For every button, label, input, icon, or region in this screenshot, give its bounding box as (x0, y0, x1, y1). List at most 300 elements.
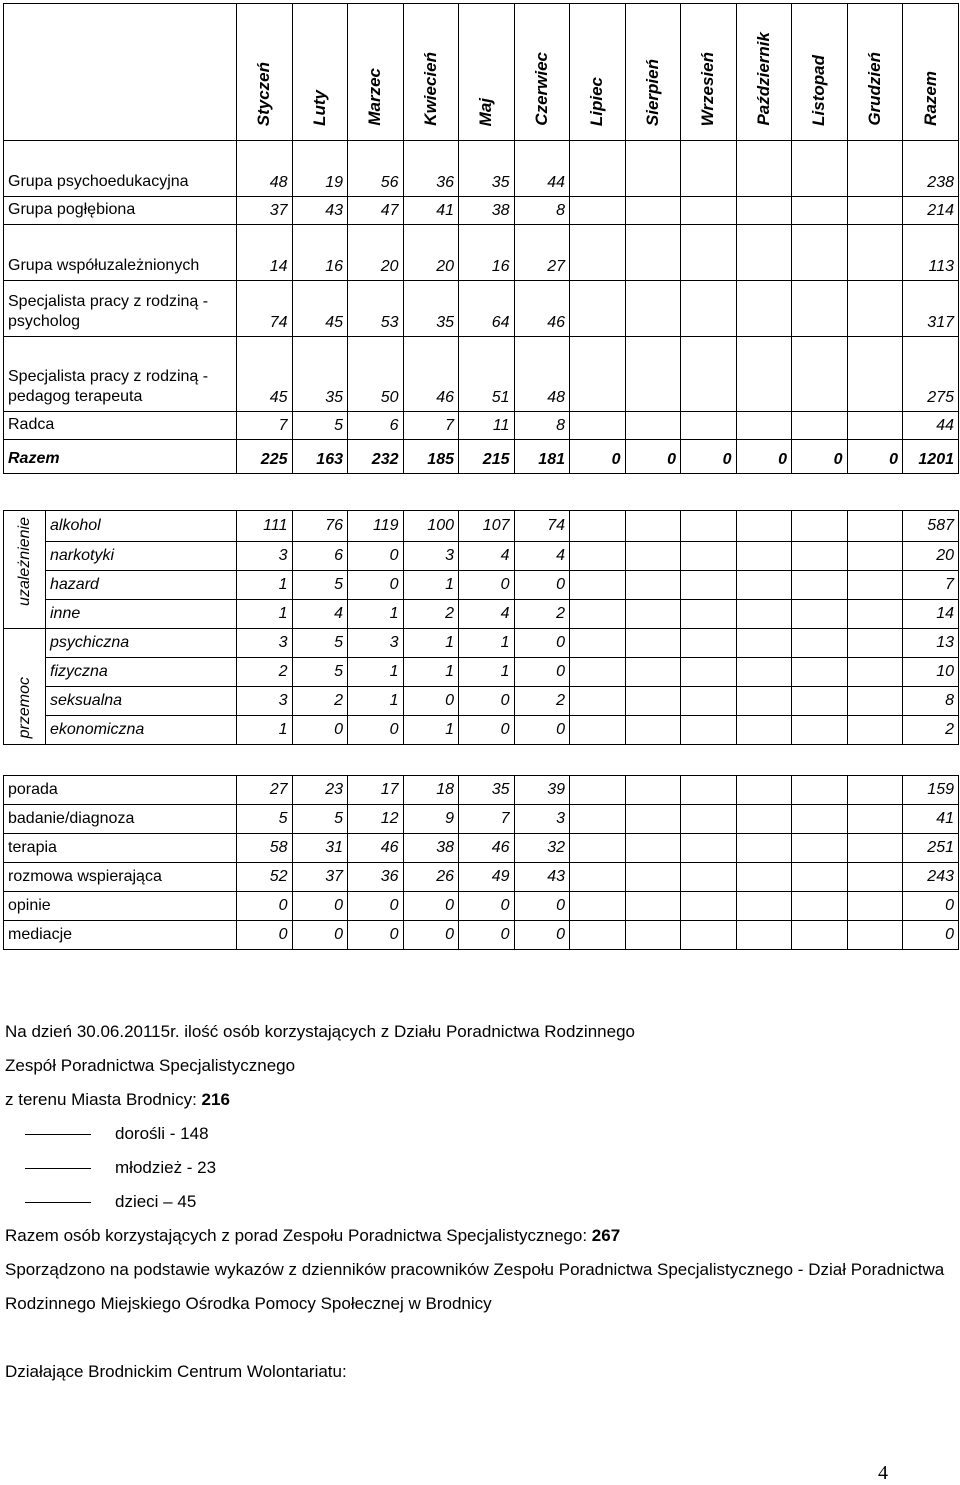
cell-value (792, 197, 848, 225)
row-label: Specjalista pracy z rodziną - pedagog terapeuta (4, 337, 237, 412)
empty-cell (625, 542, 681, 571)
row-total: 317 (903, 281, 959, 337)
cell-value: 7 (403, 412, 459, 440)
empty-cell (625, 805, 681, 834)
empty-cell (625, 687, 681, 716)
cell-value (681, 141, 737, 197)
empty-cell (570, 921, 626, 950)
month-label: Październik (753, 32, 773, 126)
empty-cell (847, 600, 903, 629)
cell-value: 185 (403, 440, 459, 474)
cell-value: 0 (348, 571, 404, 600)
empty-cell (792, 921, 848, 950)
cell-value: 16 (459, 225, 515, 281)
cell-value: 0 (292, 921, 348, 950)
note-line-3: z terenu Miasta Brodnicy: 216 (5, 1090, 230, 1109)
cell-value: 50 (348, 337, 404, 412)
cell-value (736, 141, 792, 197)
month-header (292, 4, 348, 141)
cell-value: 43 (292, 197, 348, 225)
row-total: 8 (903, 687, 959, 716)
cell-value (847, 337, 903, 412)
row-total: 214 (903, 197, 959, 225)
cell-value: 51 (459, 337, 515, 412)
cell-value (681, 281, 737, 337)
table-row (4, 511, 959, 542)
empty-cell (736, 571, 792, 600)
month-label: Marzec (365, 68, 385, 126)
cell-value: 14 (237, 225, 293, 281)
empty-cell (847, 921, 903, 950)
header-empty-cell (4, 4, 237, 141)
cell-value: 0 (348, 921, 404, 950)
row-total: 13 (903, 629, 959, 658)
cell-value: 3 (237, 542, 293, 571)
cell-value: 7 (237, 412, 293, 440)
empty-cell (681, 921, 737, 950)
cell-value: 8 (514, 412, 570, 440)
table-row (4, 600, 959, 629)
cell-value: 18 (403, 776, 459, 805)
month-header (403, 4, 459, 141)
group-label-cell (4, 511, 46, 629)
cell-value: 3 (514, 805, 570, 834)
cell-value: 5 (292, 629, 348, 658)
month-header (681, 4, 737, 141)
cell-value: 23 (292, 776, 348, 805)
month-label: Styczeń (254, 61, 274, 126)
cell-value: 20 (348, 225, 404, 281)
cell-value: 20 (403, 225, 459, 281)
cell-value: 2 (403, 600, 459, 629)
cell-value: 225 (237, 440, 293, 474)
cell-value: 35 (403, 281, 459, 337)
problems-table (3, 510, 959, 745)
cell-value (570, 281, 626, 337)
group-label: uzależnienie (15, 517, 33, 606)
empty-cell (570, 571, 626, 600)
empty-cell (847, 716, 903, 745)
cell-value: 11 (459, 412, 515, 440)
cell-value: 0 (514, 571, 570, 600)
cell-value (570, 197, 626, 225)
cell-value: 0 (459, 687, 515, 716)
total-people-count: 216 (201, 1090, 230, 1109)
cell-value: 1 (348, 600, 404, 629)
table-row (4, 629, 959, 658)
empty-cell (681, 892, 737, 921)
cell-value (792, 141, 848, 197)
cell-value: 45 (237, 337, 293, 412)
cell-value (625, 412, 681, 440)
cell-value: 0 (736, 440, 792, 474)
empty-cell (736, 629, 792, 658)
empty-cell (736, 863, 792, 892)
cell-value (847, 281, 903, 337)
empty-cell (792, 658, 848, 687)
cell-value: 4 (459, 542, 515, 571)
cell-value: 5 (237, 805, 293, 834)
month-header (459, 4, 515, 141)
table-row (4, 892, 959, 921)
empty-cell (570, 892, 626, 921)
month-label: Wrzesień (698, 51, 718, 126)
empty-cell (625, 892, 681, 921)
row-label: alkohol (46, 511, 237, 542)
month-header (237, 4, 293, 141)
empty-cell (681, 687, 737, 716)
empty-cell (570, 687, 626, 716)
empty-cell (625, 834, 681, 863)
dash-icon (25, 1134, 91, 1135)
empty-cell (625, 716, 681, 745)
cell-value: 111 (237, 511, 293, 542)
empty-cell (625, 600, 681, 629)
cell-value (681, 197, 737, 225)
cell-value: 0 (348, 892, 404, 921)
cell-value: 6 (292, 542, 348, 571)
cell-value: 56 (348, 141, 404, 197)
cell-value: 2 (514, 687, 570, 716)
cell-value (570, 141, 626, 197)
notes-section (5, 1015, 955, 1389)
empty-cell (736, 776, 792, 805)
row-total: 251 (903, 834, 959, 863)
table-row (4, 141, 959, 197)
bullet-children: dzieci – 45 (5, 1185, 955, 1219)
cell-value (625, 337, 681, 412)
empty-cell (847, 776, 903, 805)
cell-value: 35 (292, 337, 348, 412)
empty-cell (792, 834, 848, 863)
empty-cell (736, 921, 792, 950)
row-label: Grupa psychoedukacyjna (4, 141, 237, 197)
cell-value: 1 (348, 687, 404, 716)
table-row (4, 440, 959, 474)
cell-value: 5 (292, 571, 348, 600)
group-label: przemoc (15, 676, 33, 738)
empty-cell (681, 600, 737, 629)
cell-value: 74 (514, 511, 570, 542)
month-header (847, 4, 903, 141)
month-label: Czerwiec (531, 52, 551, 126)
row-total: 238 (903, 141, 959, 197)
empty-cell (625, 776, 681, 805)
empty-cell (847, 805, 903, 834)
cell-value: 0 (459, 921, 515, 950)
empty-cell (792, 863, 848, 892)
month-label: Grudzień (864, 52, 884, 126)
empty-cell (792, 542, 848, 571)
empty-cell (792, 571, 848, 600)
empty-cell (736, 658, 792, 687)
cell-value: 0 (292, 716, 348, 745)
cell-value: 1 (403, 658, 459, 687)
cell-value: 0 (514, 921, 570, 950)
table-row (4, 716, 959, 745)
month-header (348, 4, 404, 141)
cell-value: 35 (459, 776, 515, 805)
row-total: 41 (903, 805, 959, 834)
row-label: fizyczna (46, 658, 237, 687)
table-row (4, 805, 959, 834)
month-header (903, 4, 959, 141)
row-total: 0 (903, 921, 959, 950)
row-label: Specjalista pracy z rodziną - psycholog (4, 281, 237, 337)
cell-value: 46 (403, 337, 459, 412)
cell-value: 0 (514, 658, 570, 687)
cell-value: 49 (459, 863, 515, 892)
cell-value (570, 225, 626, 281)
empty-cell (570, 834, 626, 863)
empty-cell (625, 863, 681, 892)
cell-value: 163 (292, 440, 348, 474)
month-label: Kwiecień (420, 52, 440, 126)
table-row (4, 921, 959, 950)
cell-value (570, 412, 626, 440)
group-label-cell (4, 629, 46, 745)
table-row (4, 776, 959, 805)
cell-value: 32 (514, 834, 570, 863)
cell-value: 36 (348, 863, 404, 892)
note-line-1: Na dzień 30.06.20115r. ilość osób korzystających z Działu Poradnictwa Rodzinnego (5, 1022, 635, 1041)
empty-cell (847, 629, 903, 658)
cell-value: 1 (348, 658, 404, 687)
empty-cell (570, 542, 626, 571)
cell-value: 2 (292, 687, 348, 716)
empty-cell (570, 776, 626, 805)
empty-cell (736, 511, 792, 542)
month-header (736, 4, 792, 141)
row-label: psychiczna (46, 629, 237, 658)
cell-value: 43 (514, 863, 570, 892)
cell-value: 27 (514, 225, 570, 281)
cell-value: 5 (292, 658, 348, 687)
empty-cell (570, 629, 626, 658)
cell-value: 38 (459, 197, 515, 225)
empty-cell (792, 776, 848, 805)
cell-value: 0 (792, 440, 848, 474)
empty-cell (570, 863, 626, 892)
empty-cell (736, 716, 792, 745)
cell-value: 1 (237, 600, 293, 629)
cell-value: 0 (237, 921, 293, 950)
table-row (4, 225, 959, 281)
cell-value: 46 (459, 834, 515, 863)
cell-value: 0 (514, 716, 570, 745)
empty-cell (736, 892, 792, 921)
empty-cell (736, 600, 792, 629)
empty-cell (847, 892, 903, 921)
cell-value: 0 (459, 571, 515, 600)
table-row (4, 571, 959, 600)
cell-value: 0 (847, 440, 903, 474)
note-line-2: Zespół Poradnictwa Specjalistycznego (5, 1056, 296, 1075)
cell-value: 0 (570, 440, 626, 474)
row-label: Grupa współuzależnionych (4, 225, 237, 281)
table-row (4, 281, 959, 337)
cell-value: 3 (348, 629, 404, 658)
table-row (4, 658, 959, 687)
table-row (4, 863, 959, 892)
cell-value: 74 (237, 281, 293, 337)
cell-value: 4 (459, 600, 515, 629)
cell-value: 35 (459, 141, 515, 197)
empty-cell (681, 805, 737, 834)
cell-value: 1 (237, 571, 293, 600)
empty-cell (847, 863, 903, 892)
cell-value: 44 (514, 141, 570, 197)
cell-value: 1 (459, 629, 515, 658)
page-number: 4 (878, 1462, 888, 1484)
empty-cell (792, 511, 848, 542)
cell-value: 1 (403, 629, 459, 658)
cell-value: 17 (348, 776, 404, 805)
cell-value: 3 (403, 542, 459, 571)
row-total: 10 (903, 658, 959, 687)
cell-value: 0 (348, 716, 404, 745)
empty-cell (792, 629, 848, 658)
empty-cell (570, 600, 626, 629)
cell-value: 0 (292, 892, 348, 921)
empty-cell (681, 863, 737, 892)
cell-value (681, 412, 737, 440)
row-label: ekonomiczna (46, 716, 237, 745)
cell-value: 8 (514, 197, 570, 225)
empty-cell (681, 571, 737, 600)
row-total: 159 (903, 776, 959, 805)
empty-cell (570, 716, 626, 745)
cell-value: 1 (459, 658, 515, 687)
cell-value: 46 (514, 281, 570, 337)
cell-value: 107 (459, 511, 515, 542)
cell-value: 0 (625, 440, 681, 474)
dash-icon (25, 1202, 91, 1203)
row-total: 2 (903, 716, 959, 745)
cell-value: 0 (459, 716, 515, 745)
empty-cell (736, 687, 792, 716)
month-header (625, 4, 681, 141)
empty-cell (625, 658, 681, 687)
month-header-row (4, 4, 959, 141)
cell-value: 1 (237, 716, 293, 745)
empty-cell (792, 805, 848, 834)
cell-value: 76 (292, 511, 348, 542)
cell-value: 64 (459, 281, 515, 337)
cell-value (681, 225, 737, 281)
row-label: Razem (4, 440, 237, 474)
empty-cell (847, 542, 903, 571)
cell-value: 39 (514, 776, 570, 805)
services-table (3, 3, 959, 474)
empty-cell (681, 834, 737, 863)
empty-cell (681, 658, 737, 687)
cell-value: 0 (348, 542, 404, 571)
cell-value: 0 (681, 440, 737, 474)
cell-value (625, 197, 681, 225)
cell-value (625, 141, 681, 197)
cell-value (681, 337, 737, 412)
cell-value: 0 (514, 629, 570, 658)
empty-cell (625, 921, 681, 950)
cell-value: 46 (348, 834, 404, 863)
cell-value (792, 225, 848, 281)
row-total: 7 (903, 571, 959, 600)
cell-value: 38 (403, 834, 459, 863)
cell-value: 0 (403, 687, 459, 716)
cell-value: 45 (292, 281, 348, 337)
row-total: 587 (903, 511, 959, 542)
cell-value: 41 (403, 197, 459, 225)
cell-value (847, 197, 903, 225)
empty-cell (625, 511, 681, 542)
cell-value: 31 (292, 834, 348, 863)
row-label: terapia (4, 834, 237, 863)
row-label: opinie (4, 892, 237, 921)
empty-cell (792, 687, 848, 716)
month-label: Maj (476, 97, 496, 126)
cell-value: 0 (459, 892, 515, 921)
cell-value: 37 (292, 863, 348, 892)
row-label: badanie/diagnoza (4, 805, 237, 834)
empty-cell (792, 716, 848, 745)
cell-value (625, 225, 681, 281)
month-label: Luty (309, 90, 329, 126)
empty-cell (570, 805, 626, 834)
empty-cell (625, 629, 681, 658)
cell-value: 3 (237, 629, 293, 658)
row-total: 20 (903, 542, 959, 571)
month-label: Sierpień (642, 58, 662, 126)
row-label: seksualna (46, 687, 237, 716)
cell-value: 27 (237, 776, 293, 805)
empty-cell (847, 834, 903, 863)
cell-value: 0 (237, 892, 293, 921)
cell-value: 4 (292, 600, 348, 629)
table-row (4, 542, 959, 571)
cell-value (847, 225, 903, 281)
empty-cell (681, 629, 737, 658)
empty-cell (570, 658, 626, 687)
cell-value: 215 (459, 440, 515, 474)
row-total: 113 (903, 225, 959, 281)
cell-value: 19 (292, 141, 348, 197)
cell-value (736, 197, 792, 225)
cell-value (792, 281, 848, 337)
cell-value: 0 (403, 921, 459, 950)
cell-value (847, 141, 903, 197)
empty-cell (847, 511, 903, 542)
bullet-adults: dorośli - 148 (5, 1117, 955, 1151)
table-row (4, 412, 959, 440)
cell-value: 58 (237, 834, 293, 863)
cell-value: 47 (348, 197, 404, 225)
cell-value: 232 (348, 440, 404, 474)
cell-value: 7 (459, 805, 515, 834)
empty-cell (681, 511, 737, 542)
help-forms-table (3, 775, 959, 950)
row-total: 14 (903, 600, 959, 629)
cell-value (736, 281, 792, 337)
cell-value: 2 (514, 600, 570, 629)
cell-value (736, 337, 792, 412)
cell-value (736, 412, 792, 440)
empty-cell (736, 834, 792, 863)
month-label: Razem (920, 71, 940, 126)
empty-cell (847, 571, 903, 600)
cell-value: 119 (348, 511, 404, 542)
row-label: inne (46, 600, 237, 629)
